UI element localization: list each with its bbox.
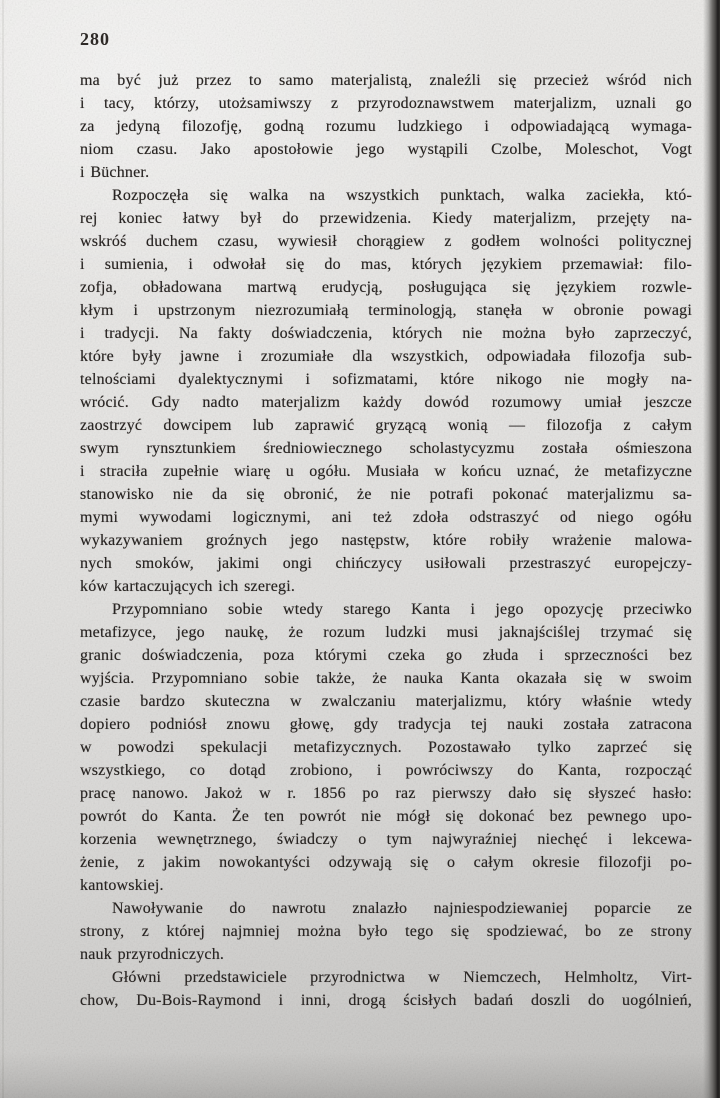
text-line: wrócić. Gdy nadto materjalizm każdy dowód rozumowy umiał jeszcze: [80, 394, 692, 411]
text-line: kantowskiej.: [80, 877, 164, 894]
text-line: i sumienia, i odwołał się do mas, których językiem przemawiał: filo-: [80, 256, 692, 273]
text-line: stanowisko nie da się obronić, że nie potrafi pokonać materjalizmu sa-: [80, 486, 692, 503]
paragraph: [80, 966, 692, 1012]
body-text-column: [80, 69, 692, 1012]
text-line: i tradycji. Na fakty doświadczenia, których nie można było zaprzeczyć,: [80, 325, 692, 342]
text-line: metafizyce, jego naukę, że rozum ludzki musi jaknajściślej trzymać się: [80, 624, 692, 641]
text-line: wykazywaniem groźnych jego następstw, które robiły wrażenie malowa-: [80, 532, 692, 549]
text-line: strony, z której najmniej można było tego się spodziewać, bo ze strony: [80, 923, 692, 940]
text-line: korzenia wewnętrznego, świadczy o tym najwyraźniej niechęć i lekcewa-: [80, 831, 692, 848]
scan-bottom-edge-shadow: [0, 1052, 720, 1098]
text-line: wszystkiego, co dotąd zrobiono, i powróciwszy do Kanta, rozpocząć: [80, 762, 692, 779]
text-line: które były jawne i zrozumiałe dla wszystkich, odpowiadała filozofja sub-: [80, 348, 692, 365]
text-line: i Büchner.: [80, 164, 150, 181]
text-line: pracę nanowo. Jakoż w r. 1856 po raz pierwszy dało się słyszeć hasło:: [80, 785, 692, 802]
scan-left-edge-shadow: [2, 0, 4, 1098]
text-line: chow, Du-Bois-Raymond i inni, drogą ścisłych badań doszli do uogólnień,: [80, 992, 692, 1009]
text-line: powrót do Kanta. Że ten powrót nie mógł się dokonać bez pewnego upo-: [80, 808, 692, 825]
text-line: nych smoków, jakimi ongi chińczycy usiłowali przestraszyć europejczy-: [80, 555, 692, 572]
text-line: nauk przyrodniczych.: [80, 946, 225, 963]
text-line: za jedyną filozofję, godną rozumu ludzkiego i odpowiadającą wymaga-: [80, 118, 692, 135]
text-line: rej koniec łatwy był do przewidzenia. Kiedy materjalizm, przejęty na-: [80, 210, 692, 227]
page-number: 280: [80, 29, 110, 49]
text-line: zofja, obładowana martwą erudycją, posługująca się językiem rozwle-: [80, 279, 692, 296]
text-line: ma być już przez to samo materjalistą, znaleźli się przecież wśród nich: [80, 72, 692, 89]
text-line: telnościami dyalektycznymi i sofizmatami, które nikogo nie mogły na-: [80, 371, 692, 388]
text-line: mymi wywodami logicznymi, ani też zdoła odstraszyć od niego ogółu: [80, 509, 692, 526]
text-line: Rozpoczęła się walka na wszystkich punktach, walka zaciekła, któ-: [112, 187, 692, 204]
text-line: wskróś duchem czasu, wywiesił chorągiew z godłem wolności politycznej: [80, 233, 692, 250]
text-line: zaostrzyć dowcipem lub zaprawić gryzącą wonią — filozofja z całym: [80, 417, 692, 434]
text-line: żenie, z jakim nowokantyści odzywają się o całym okresie filozofji po-: [80, 854, 692, 871]
text-line: czasie bardzo skuteczna w zwalczaniu materjalizmu, który właśnie wtedy: [80, 693, 692, 710]
text-line: niom czasu. Jako apostołowie jego wystąpili Czolbe, Moleschot, Vogt: [80, 141, 692, 158]
text-line: w powodzi spekulacji metafizycznych. Pozostawało tylko zaprzeć się: [80, 739, 692, 756]
text-line: i straciła zupełnie wiarę u ogółu. Musiała w końcu uznać, że metafizyczne: [80, 463, 692, 480]
scan-right-edge-shadow: [703, 0, 720, 1098]
text-line: kłym i upstrzonym niezrozumiałą terminologją, stanęła w obronie powagi: [80, 302, 692, 319]
text-line: i tacy, którzy, utożsamiwszy z przyrodoznawstwem materjalizm, uznali go: [80, 95, 692, 112]
paragraph: [80, 897, 692, 966]
text-line: granic doświadczenia, poza którymi czeka go złuda i sprzeczności bez: [80, 647, 692, 664]
text-line: Przypomniano sobie wtedy starego Kanta i jego opozycję przeciwko: [112, 601, 692, 618]
paragraph: [80, 598, 692, 897]
text-line: wyjścia. Przypomniano sobie także, że nauka Kanta okazała się w swoim: [80, 670, 692, 687]
text-line: Nawoływanie do nawrotu znalazło najniespodziewaniej poparcie ze: [112, 900, 692, 917]
text-line: ków kartaczujących ich szeregi.: [80, 578, 296, 595]
paragraph: [80, 69, 692, 184]
text-line: swym rynsztunkiem średniowiecznego scholastycyzmu została ośmieszona: [80, 440, 692, 457]
paragraph: [80, 184, 692, 598]
text-line: Główni przedstawiciele przyrodnictwa w Niemczech, Helmholtz, Virt-: [112, 969, 692, 986]
text-line: dopiero podniósł znowu głowę, gdy tradycja tej nauki została zatracona: [80, 716, 692, 733]
